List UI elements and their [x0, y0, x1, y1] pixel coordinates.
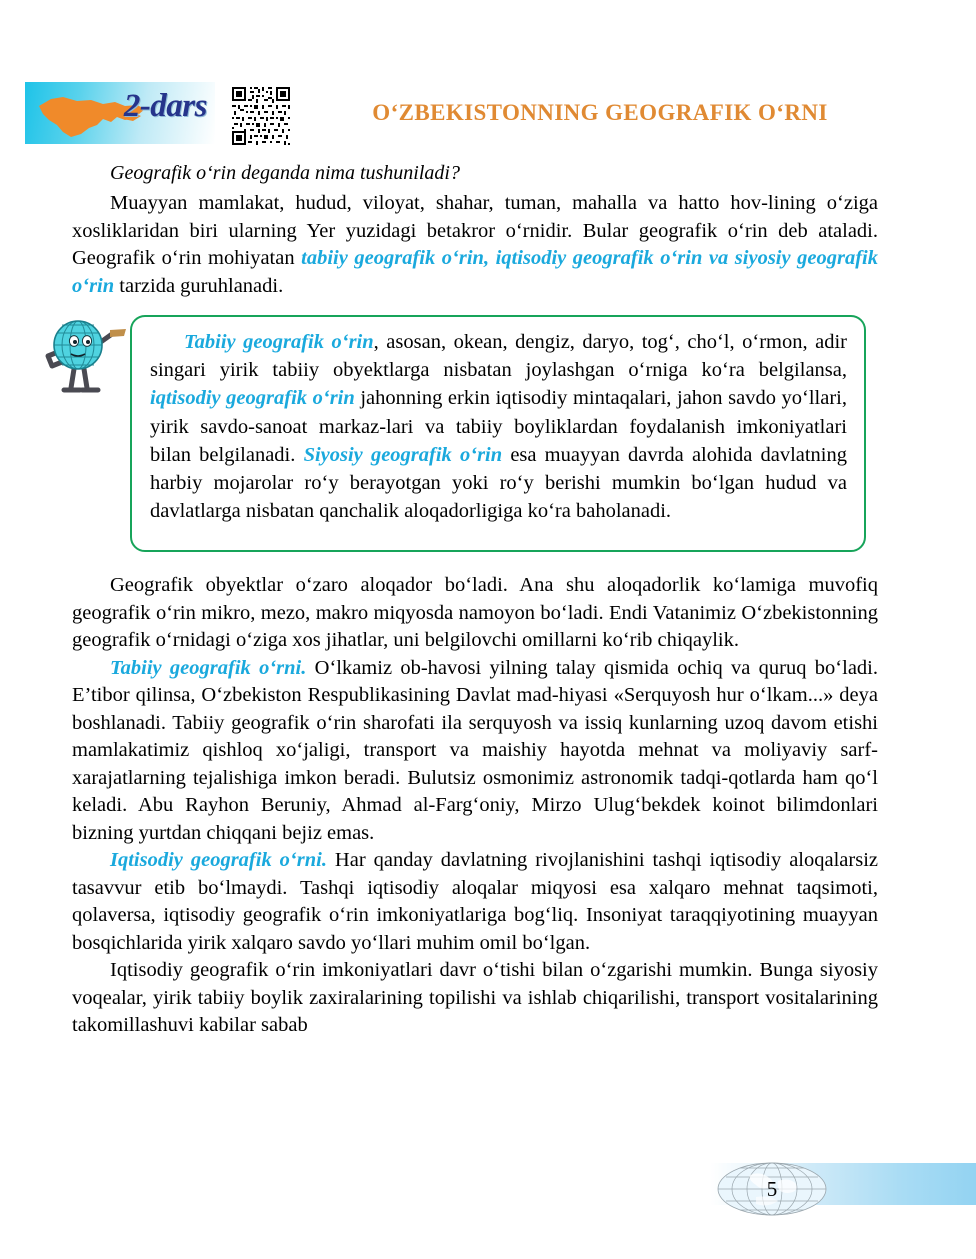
intro-text-b: tarzida guruhlanadi.: [114, 274, 284, 297]
body-paragraph-4: [72, 847, 878, 957]
callout-text-2: jahonning erkin iqtisodiy mintaqalari, jahon savdo yo‘llari, yirik savdo-sanoat markaz-lari va tabiiy boyliklardan foydalanish imkoniyatlari bilan belgilanadi.: [150, 387, 847, 466]
body-text-3: O‘lkamiz ob-havosi yilning talay qismida ochiq va quruq bo‘ladi. E’tibor qilinsa, O‘zbekiston Respublikasining Davlat mad-hiyasi «Serquyosh hur o‘lkam...» deya boshlanadi. Tabiiy geografik o‘rin sharofati ila serquyosh va issiq kunlarning uzoq davom etishi mamlakatimiz qishloq xo‘jaligi, transport va maishiy hayotda mehnat va moliyaviy sarf-xarajatlarning tejalishiga imkon beradi. Bulutsiz osmonimiz astronomik tadqi-qotlarda ham qo‘l keladi. Abu Rayhon Beruniy, Ahmad al-Farg‘oniy, Mirzo Ulug‘bekdek koinot bilimdonlari bizning yurtdan chiqqani bejiz emas.: [72, 656, 878, 844]
body-section: [72, 572, 878, 1040]
callout-term-3: Siyosiy geografik o‘rin: [303, 443, 503, 466]
body-paragraph-3: [72, 655, 878, 848]
body-paragraph-5: Iqtisodiy geografik o‘rin imkoniyatlari davr o‘tishi bilan o‘zgarishi mumkin. Bunga siyosiy voqealar, yirik tabiiy boylik zaxiralarining topilishi va ishlab chiqarilishi, transport vositalarining takomillashuvi kabilar sabab: [72, 959, 878, 1036]
callout-term-1: Tabiiy geografik o‘rin: [184, 331, 374, 353]
callout-term-2: iqtisodiy geografik o‘rin: [150, 387, 355, 410]
callout-text-3: esa muayyan davrda alohida davlatning harbiy mojarolar ro‘y berayotgan yoki ro‘y berishi mumkin bo‘lgan hudud va davlatlarga nisbatan qanchalik aloqadorligiga ko‘ra baholanadi.: [150, 443, 848, 523]
definition-callout-box: [130, 315, 866, 552]
intro-section: [72, 160, 878, 300]
lead-question: Geografik o‘rin deganda nima tushuniladi?: [110, 162, 460, 184]
intro-paragraph: [72, 190, 878, 300]
section-term-tabiiy: Tabiiy geografik o‘rni.: [110, 656, 307, 679]
lesson-badge-label: 2-dars: [123, 88, 207, 124]
lesson-banner: [25, 82, 215, 144]
intro-accent-terms: tabiiy geografik o‘rin, iqtisodiy geografik o‘rin va siyosiy geografik o‘rin: [72, 247, 878, 297]
callout-text-1: , asosan, okean, dengiz, daryo, tog‘, cho‘l, o‘rmon, adir singari yirik tabiiy obyektlarga nisbatan joylashgan o‘rniga ko‘ra belgilansa,: [150, 331, 847, 382]
body-paragraph-2: Geografik obyektlar o‘zaro aloqador bo‘ladi. Ana shu aloqadorlik ko‘lamiga muvofiq geografik o‘rin mikro, mezo, makro miqyosda namoyon bo‘ladi. Endi Vatanimiz O‘zbekistonning geografik o‘rnidagi o‘ziga xos jihatlar, uni belgilovchi omillarni ko‘rib chiqaylik.: [72, 574, 878, 651]
page-title: O‘ZBEKISTONNING GEOGRAFIK O‘RNI: [372, 100, 828, 125]
callout-paragraph: [150, 328, 847, 525]
qr-code-icon[interactable]: [230, 85, 292, 147]
page-number: 5: [766, 1176, 778, 1201]
intro-text-a: Muayyan mamlakat, hudud, viloyat, shahar, tuman, mahalla va hatto hov-lining o‘ziga xosliklaridan biri ularning Yer yuzidagi betakror o‘rnidir. Bular geografik o‘rin deb ataladi. Geografik o‘rin mohiyatan: [72, 192, 878, 269]
body-text-4: Har qanday davlatning rivojlanishini tashqi iqtisodiy aloqalarsiz tasavvur etib bo‘lmaydi. Tashqi iqtisodiy aloqalar miqyosi esa xalqaro mehnat taqsimoti, qolaversa, iqtisodiy geografik o‘rin imkoniyatlariga bog‘liq. Insoniyat taraqqiyotining muayyan bosqichlarida yirik xalqaro savdo yo‘llari muhim omil bo‘lgan.: [72, 849, 878, 954]
globe-mascot-icon: [38, 312, 130, 398]
section-term-iqtisodiy: Iqtisodiy geografik o‘rni.: [110, 849, 327, 871]
